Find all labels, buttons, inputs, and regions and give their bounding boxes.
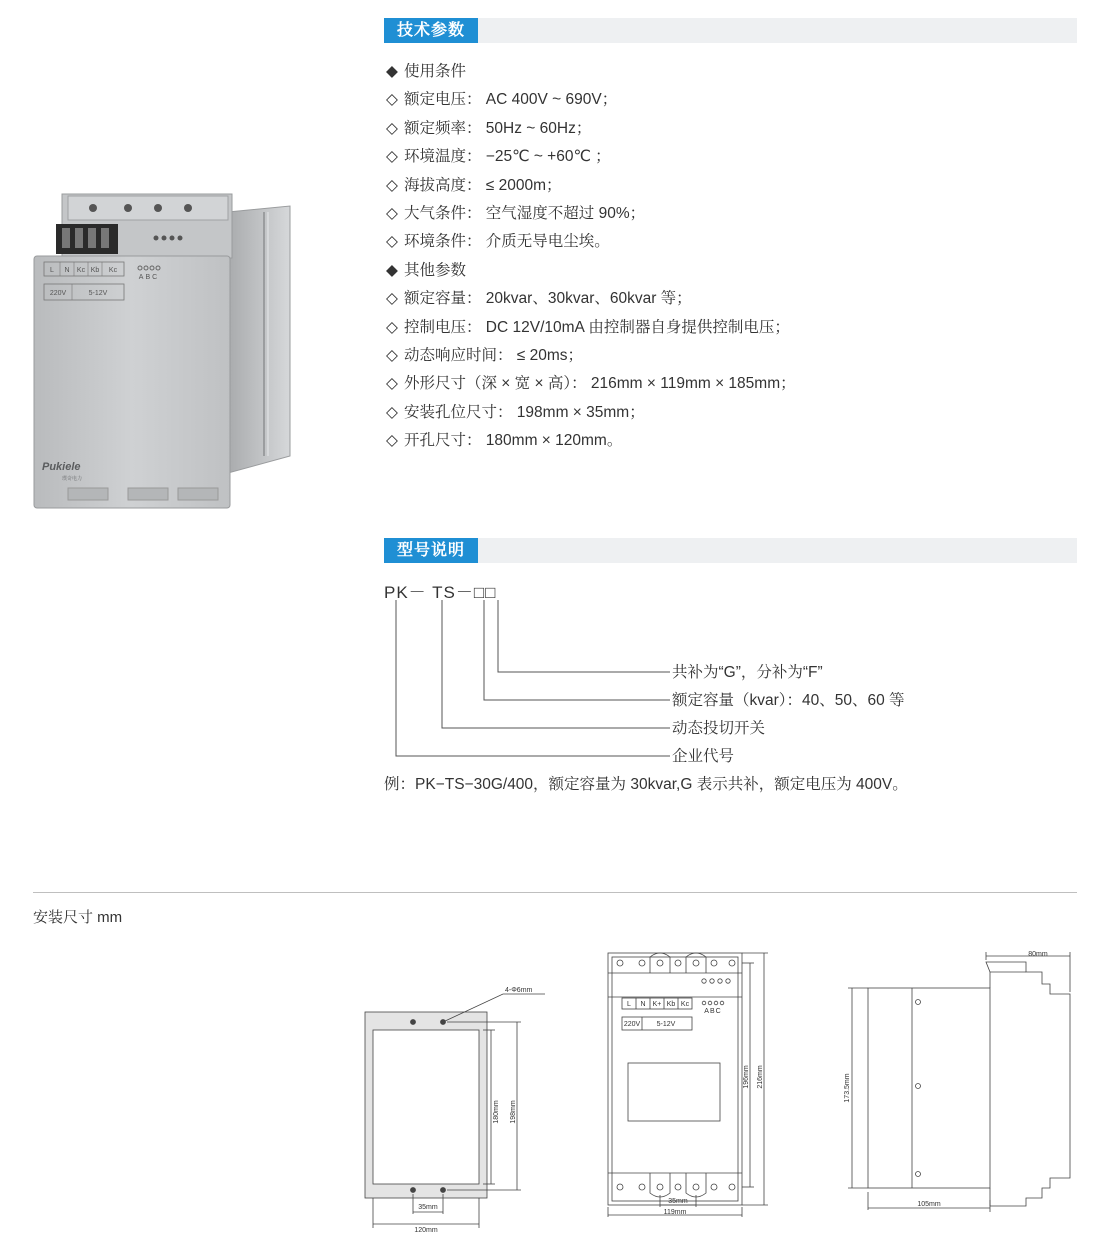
svg-text:Kb: Kb bbox=[90, 267, 100, 274]
model-label-switch: 动态投切开关 bbox=[672, 720, 766, 737]
svg-text:K+: K+ bbox=[652, 1001, 662, 1008]
brand-logo: Pukiele bbox=[42, 461, 81, 473]
model-label-company: 企业代号 bbox=[672, 748, 735, 765]
svg-text:119mm: 119mm bbox=[663, 1209, 687, 1216]
model-code-leader-lines bbox=[384, 598, 674, 768]
svg-text:173.5mm: 173.5mm bbox=[844, 1073, 851, 1103]
section-divider bbox=[33, 892, 1077, 893]
spec-item: ◇ 控制电压： DC 12V/10mA 由控制器自身提供控制电压； bbox=[386, 318, 790, 336]
install-section-title: 安装尺寸 mm bbox=[33, 909, 123, 926]
svg-text:220V: 220V bbox=[623, 1021, 641, 1028]
svg-text:220V: 220V bbox=[49, 290, 67, 297]
svg-text:Kc: Kc bbox=[680, 1001, 690, 1008]
svg-text:N: N bbox=[64, 267, 70, 274]
svg-text:35mm: 35mm bbox=[668, 1198, 688, 1205]
spec-item: ◇ 额定容量： 20kvar、30kvar、60kvar 等； bbox=[386, 290, 692, 308]
drawing-cutout bbox=[355, 982, 555, 1232]
spec-item: ◇ 额定电压： AC 400V ~ 690V； bbox=[386, 91, 618, 109]
model-section-header bbox=[384, 538, 1077, 563]
model-label-compensation: 共补为“G”，分补为“F” bbox=[672, 664, 823, 681]
svg-text:Kc: Kc bbox=[76, 267, 86, 274]
spec-item: ◇ 额定频率： 50Hz ~ 60Hz； bbox=[386, 119, 592, 137]
spec-item: ◆ 使用条件 bbox=[386, 63, 467, 80]
drawing-front-view bbox=[600, 945, 780, 1220]
svg-text:4-Φ6mm: 4-Φ6mm bbox=[505, 987, 533, 994]
spec-item: ◆ 其他参数 bbox=[386, 261, 467, 279]
svg-text:196mm: 196mm bbox=[743, 1065, 750, 1089]
svg-text:180mm: 180mm bbox=[493, 1100, 500, 1124]
svg-text:105mm: 105mm bbox=[917, 1201, 941, 1208]
drawing-side-view bbox=[838, 948, 1088, 1218]
svg-text:ABC: ABC bbox=[704, 1008, 722, 1015]
svg-text:L: L bbox=[627, 1001, 631, 1008]
model-code: PK－ TS－□□ bbox=[384, 583, 497, 602]
svg-text:216mm: 216mm bbox=[757, 1065, 764, 1089]
svg-text:Kc: Kc bbox=[108, 267, 118, 274]
spec-item: ◇ 环境条件： 介质无导电尘埃。 bbox=[386, 233, 610, 251]
tech-section-header bbox=[384, 18, 1077, 43]
spec-item: ◇ 大气条件： 空气湿度不超过 90%； bbox=[386, 204, 646, 222]
svg-text:5-12V: 5-12V bbox=[88, 290, 108, 297]
svg-text:ABC: ABC bbox=[138, 274, 160, 281]
model-section-title: 型号说明 bbox=[384, 538, 478, 563]
svg-text:Kb: Kb bbox=[666, 1001, 676, 1008]
svg-text:L: L bbox=[50, 267, 54, 274]
svg-text:5-12V: 5-12V bbox=[656, 1021, 676, 1028]
spec-item: ◇ 安装孔位尺寸： 198mm × 35mm； bbox=[386, 403, 645, 421]
spec-item: ◇ 海拔高度： ≤ 2000m； bbox=[386, 176, 562, 194]
svg-text:N: N bbox=[640, 1001, 646, 1008]
model-example: 例：PK−TS−30G/400，额定容量为 30kvar,G 表示共补，额定电压为 400V。 bbox=[384, 776, 908, 793]
tech-spec-list bbox=[386, 58, 1076, 455]
tech-section-title: 技术参数 bbox=[384, 18, 478, 43]
product-photo bbox=[28, 188, 308, 513]
spec-item: ◇ 开孔尺寸： 180mm × 120mm。 bbox=[386, 432, 623, 450]
svg-text:198mm: 198mm bbox=[510, 1100, 517, 1124]
spec-item: ◇ 动态响应时间： ≤ 20ms； bbox=[386, 346, 584, 364]
svg-text:璞奇电力: 璞奇电力 bbox=[62, 476, 83, 482]
spec-item: ◇ 环境温度： −25℃ ~ +60℃ ； bbox=[386, 148, 611, 166]
spec-item: ◇ 外形尺寸（深 × 宽 × 高）： 216mm × 119mm × 185mm； bbox=[386, 375, 796, 393]
svg-text:120mm: 120mm bbox=[414, 1227, 438, 1232]
svg-text:35mm: 35mm bbox=[418, 1204, 438, 1211]
svg-text:80mm: 80mm bbox=[1028, 951, 1048, 958]
model-label-capacity: 额定容量（kvar）：40、50、60 等 bbox=[672, 692, 905, 709]
